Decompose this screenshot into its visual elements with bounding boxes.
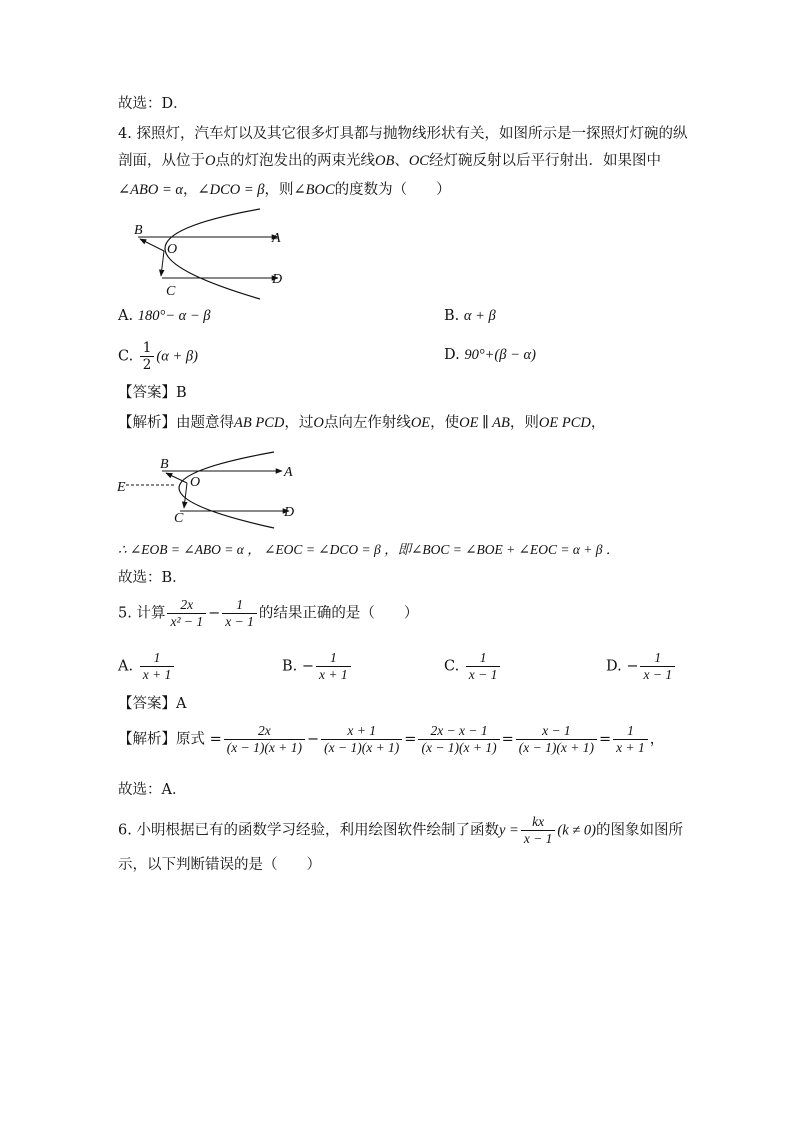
q4-cond-alpha: ∠ABO = α [118, 182, 183, 198]
q4-stem-text2a: 剖面，从位于 [118, 153, 205, 169]
q6-number: 6. [118, 822, 132, 839]
q5-step2-num: x + 1 [347, 723, 376, 738]
q6-func-num: kx [532, 814, 545, 829]
q5-answer [118, 694, 186, 714]
q6-func-den: x − 1 [521, 830, 556, 847]
q5-step2 [321, 723, 402, 756]
q5-option-b-label: B. [282, 658, 298, 675]
q5-option-d-den: x − 1 [640, 666, 675, 683]
q5-step3-num: 2x − x − 1 [430, 723, 488, 738]
q4-option-b-text: α + β [463, 308, 496, 324]
q5-option-a-frac [140, 650, 175, 683]
q5-step1 [224, 723, 305, 756]
q4-ray-oc-line [161, 251, 164, 276]
q5-frac2-num: 1 [236, 597, 243, 612]
prev-answer: 故选：D． [118, 96, 188, 112]
q5-option-a-num: 1 [153, 650, 161, 665]
q4-fig2-label-a: A [284, 465, 293, 480]
q4-option-b-label: B. [444, 308, 460, 324]
q5-option-a-label: A. [118, 658, 134, 675]
q5-stem [118, 597, 418, 630]
q4-fig2-parabola [179, 452, 274, 528]
q4-answer-tag: 【答案】 [118, 385, 176, 401]
q4-option-d-text: 90°+(β − α) [464, 347, 536, 363]
q4-stem-line1 [118, 124, 687, 144]
q4-option-a-label: A. [118, 308, 134, 324]
q5-answer-tag: 【答案】 [118, 696, 176, 712]
q5-minus: − [208, 605, 221, 622]
q4-ray-ob-line [140, 239, 164, 251]
q5-option-c[interactable] [444, 650, 502, 683]
q4-ray-ob: OB [374, 153, 395, 169]
q4-stem-line2 [118, 151, 661, 171]
q4-stem-end: 的度数为（ ） [334, 182, 451, 198]
q4-stem-text2c: 经灯碗反射以后平行射出．如果图中 [428, 153, 661, 169]
q5-step4-den: (x − 1)(x + 1) [516, 739, 597, 756]
q4-option-c-frac [140, 340, 155, 373]
q4-analysis-o: O [313, 415, 324, 431]
q4-fig2-label-b: B [160, 457, 169, 472]
q5-option-c-label: C. [444, 658, 460, 675]
q6-stem-line2: 示，以下判断错误的是（ ） [118, 857, 321, 873]
q5-option-b-den: x + 1 [316, 666, 351, 683]
q5-step1-den: (x − 1)(x + 1) [224, 739, 305, 756]
q5-option-b[interactable] [282, 650, 353, 683]
q4-analysis-ab-cd: AB PCD [234, 415, 285, 431]
q5-step-end: ， [649, 731, 665, 748]
q5-option-a-den: x + 1 [140, 666, 175, 683]
q5-eq3: = [598, 731, 612, 748]
q5-option-d[interactable] [606, 650, 677, 683]
q5-frac2-den: x − 1 [222, 613, 257, 630]
q4-option-c-rest: (α + β) [156, 348, 198, 365]
q4-label-c: C [166, 284, 176, 299]
q5-step3 [418, 723, 499, 756]
q5-option-b-sign: − [301, 658, 315, 675]
q5-analysis-lead: 原式 = [176, 731, 222, 748]
q5-step2-den: (x − 1)(x + 1) [321, 739, 402, 756]
q4-target-angle: ∠BOC [293, 182, 335, 198]
q5-option-b-frac [316, 650, 351, 683]
q4-label-a: A [272, 231, 281, 246]
q5-step1-num: 2x [257, 723, 271, 738]
q4-option-b[interactable] [444, 308, 496, 325]
q4-answer [118, 383, 187, 403]
q4-label-o: O [167, 242, 178, 257]
q6-stem-a: 小明根据已有的函数学习经验，利用绘图软件绘制了函数 [136, 822, 499, 839]
q4-analysis-oe-pcd: OE PCD [538, 415, 591, 431]
q5-number: 5. [118, 605, 132, 622]
q4-analysis-e: ，则 [509, 415, 539, 431]
q4-option-d-label: D. [444, 347, 460, 363]
q4-fig2-ray-oc [184, 483, 187, 508]
q4-sep1: ， [182, 182, 198, 198]
q4-option-c-den: 2 [140, 356, 155, 373]
q5-option-d-frac [640, 650, 675, 683]
q6-stem-line1 [118, 814, 683, 847]
q4-final: 故选：B． [118, 570, 187, 586]
q4-point-o: O [205, 153, 216, 169]
q4-figure-parabola [110, 203, 310, 303]
q4-fig2-label-d: D [284, 505, 295, 520]
q5-final: 故选：A． [118, 782, 187, 798]
q6-y-eq: y = [498, 822, 519, 839]
q4-ray-oc: OC [408, 153, 429, 169]
q6-stem-b: 的图象如图所 [595, 822, 683, 839]
q5-answer-value: A [176, 696, 187, 712]
q4-analysis-oe: OE [410, 415, 431, 431]
q4-answer-value: B [176, 385, 187, 401]
q5-frac1-num: 2x [180, 597, 194, 612]
q4-sep2: ，则 [264, 182, 294, 198]
q5-step5-num: 1 [627, 723, 634, 738]
q4-option-c-label: C. [118, 348, 134, 365]
q4-option-c[interactable] [118, 340, 198, 373]
q5-option-c-den: x − 1 [466, 666, 501, 683]
q5-step5 [613, 723, 648, 756]
q6-cond: (k ≠ 0) [557, 822, 596, 839]
q5-option-b-num: 1 [329, 650, 337, 665]
q5-option-c-num: 1 [479, 650, 487, 665]
q5-option-d-sign: − [626, 658, 639, 675]
q5-frac1-den: x² − 1 [167, 613, 206, 630]
q5-frac1 [167, 597, 206, 630]
q5-step5-den: x + 1 [613, 739, 648, 756]
q4-stem-text1: 探照灯，汽车灯以及其它很多灯具都与抛物线形状有关，如图所示是一探照灯灯碗的纵 [136, 126, 688, 142]
q4-analysis-b: ，过 [284, 415, 314, 431]
q4-analysis-c: 点向左作射线 [323, 415, 411, 431]
q5-frac2 [222, 597, 257, 630]
q5-step-minus: − [306, 731, 320, 748]
q5-step4-num: x − 1 [542, 723, 571, 738]
q4-analysis-d: ，使 [430, 415, 460, 431]
q5-option-a[interactable] [118, 650, 176, 683]
q5-analysis-tag: 【解析】 [118, 731, 176, 748]
q4-option-c-num: 1 [142, 340, 152, 356]
q5-eq2: = [501, 731, 514, 748]
q4-label-b: B [134, 223, 143, 238]
q4-option-a-text: 180°− α − β [137, 308, 211, 324]
q5-step4 [516, 723, 597, 756]
q4-figure-analysis [114, 446, 314, 536]
q5-stem-b: 的结果正确的是（ ） [258, 605, 419, 622]
q5-eq1: = [404, 731, 417, 748]
q4-analysis-a: 由题意得 [176, 415, 234, 431]
q4-analysis-tag: 【解析】 [118, 415, 176, 431]
q4-analysis [118, 413, 605, 433]
q5-option-d-num: 1 [654, 650, 662, 665]
q4-fig2-label-e: E [117, 480, 126, 495]
q4-analysis-f: ， [590, 415, 606, 431]
q4-conclusion: ∴ ∠EOB = ∠ABO = α ， ∠EOC = ∠DCO = β ，即∠BOC = ∠BOE + ∠EOC = α + β ． [118, 542, 620, 557]
q6-func-frac [521, 814, 556, 847]
q4-option-a[interactable] [118, 308, 211, 325]
q5-option-d-label: D. [606, 658, 622, 675]
q5-step3-den: (x − 1)(x + 1) [418, 739, 499, 756]
q5-stem-a: 计算 [136, 605, 166, 622]
q4-analysis-oe-par-ab: OE ∥ AB [459, 415, 510, 431]
q4-sep: 、 [394, 153, 409, 169]
q4-fig2-label-c: C [174, 511, 184, 526]
q4-number: 4. [118, 126, 132, 142]
q5-option-c-frac [466, 650, 501, 683]
q4-stem-line3 [118, 180, 451, 200]
q4-fig2-ray-ob [166, 473, 187, 483]
q4-fig2-label-o: O [190, 475, 201, 490]
q4-option-d[interactable] [444, 347, 536, 364]
q4-label-d: D [272, 272, 283, 287]
q5-analysis [118, 723, 664, 756]
q4-parabola-curve [165, 209, 260, 299]
q4-cond-beta: ∠DCO = β [197, 182, 265, 198]
q4-stem-text2b: 点的灯泡发出的两束光线 [215, 153, 375, 169]
